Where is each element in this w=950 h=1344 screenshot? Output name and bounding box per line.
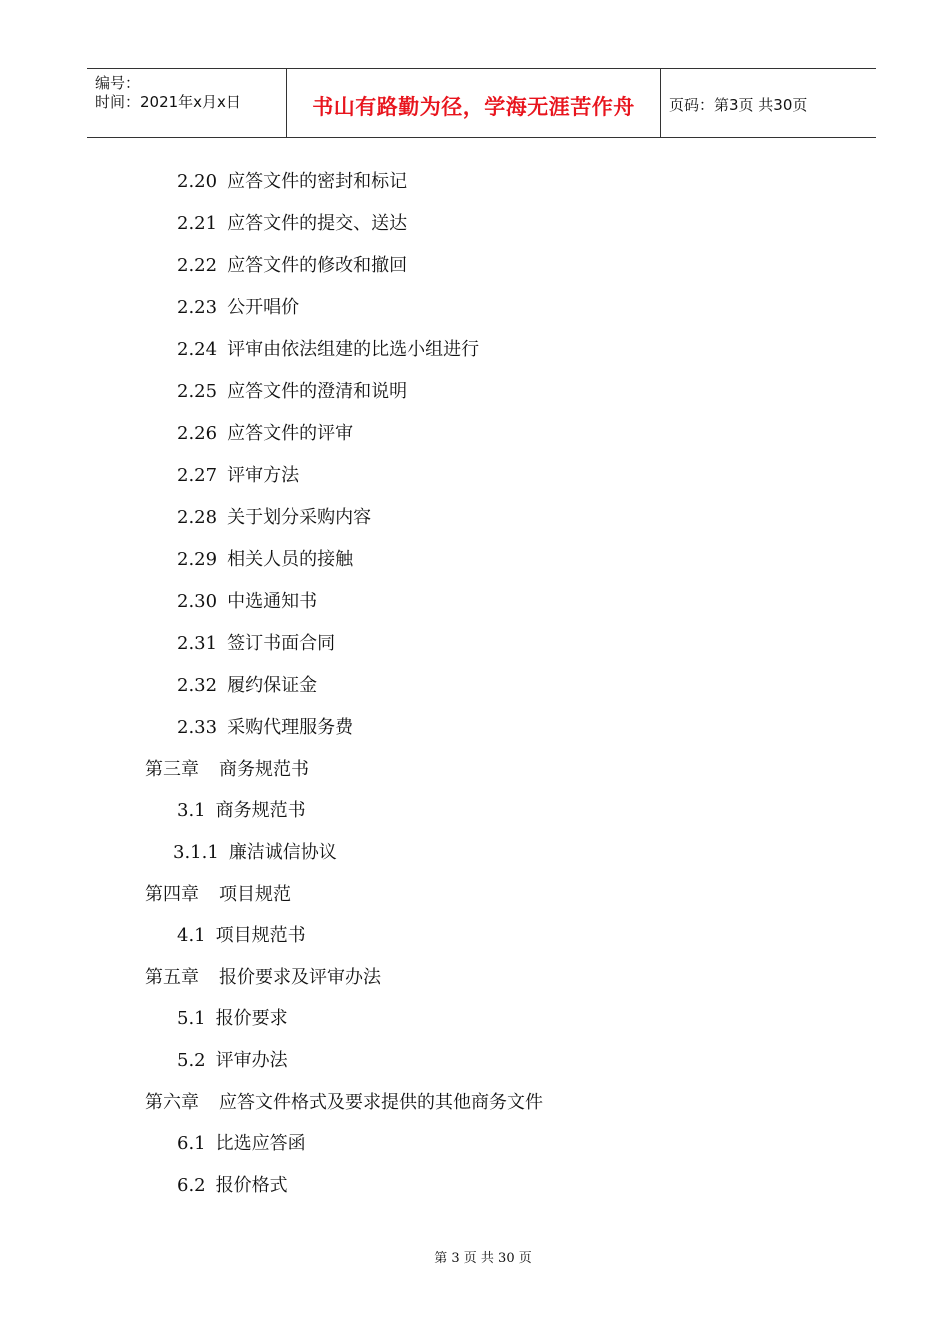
toc-title: 应答文件的评审 [227, 423, 354, 444]
toc-chapter [145, 880, 291, 906]
toc-entry [177, 167, 407, 193]
toc-entry [177, 251, 407, 277]
toc-chapter-title: 项目规范 [219, 884, 291, 905]
toc-entry [177, 713, 353, 739]
toc-title: 相关人员的接触 [227, 549, 354, 570]
toc-number: 2.27 [177, 465, 218, 486]
toc-entry [177, 921, 306, 947]
toc-number: 2.26 [177, 423, 218, 444]
toc-title: 报价格式 [215, 1175, 288, 1196]
page-footer: 第 3 页 共 30 页 [434, 1251, 532, 1266]
toc-chapter-number: 第三章 [145, 759, 199, 780]
toc-title: 评审由依法组建的比选小组进行 [227, 339, 480, 360]
toc-title: 关于划分采购内容 [227, 507, 372, 528]
toc-entry [177, 629, 335, 655]
toc-title: 中选通知书 [227, 591, 318, 612]
toc-chapter-number: 第六章 [145, 1092, 199, 1113]
toc-title: 采购代理服务费 [227, 717, 354, 738]
toc-chapter [145, 755, 309, 781]
toc-entry [177, 377, 407, 403]
toc-entry [177, 1171, 288, 1197]
toc-chapter-title: 商务规范书 [219, 759, 309, 780]
toc-entry [177, 796, 306, 822]
toc-number: 2.23 [177, 297, 218, 318]
toc-title: 报价要求 [215, 1008, 288, 1029]
toc-title: 公开唱价 [227, 297, 300, 318]
toc-entry [173, 838, 337, 864]
toc-entry [177, 587, 317, 613]
toc-entry [177, 671, 317, 697]
toc-title: 应答文件的密封和标记 [227, 171, 408, 192]
time-label: 时间：2021年x月x日 [95, 93, 241, 111]
header-page-info: 页码：第3页 共30页 [669, 96, 808, 114]
toc-number: 2.22 [177, 255, 218, 276]
toc-title: 签订书面合同 [227, 633, 336, 654]
toc-number: 2.32 [177, 675, 218, 696]
toc-entry [177, 1129, 306, 1155]
toc-number: 6.1 [177, 1133, 206, 1154]
toc-entry [177, 293, 299, 319]
toc-entry [177, 545, 353, 571]
toc-title: 应答文件的提交、送达 [227, 213, 408, 234]
toc-title: 履约保证金 [227, 675, 318, 696]
toc-number: 2.24 [177, 339, 218, 360]
toc-title: 商务规范书 [215, 800, 306, 821]
toc-chapter-number: 第五章 [145, 967, 199, 988]
toc-chapter [145, 963, 381, 989]
header-page-cell [661, 69, 876, 137]
toc-number: 2.20 [177, 171, 218, 192]
toc-entry [177, 1004, 288, 1030]
toc-chapter [145, 1088, 543, 1114]
toc-entry [177, 503, 371, 529]
toc-chapter-number: 第四章 [145, 884, 199, 905]
toc-title: 应答文件的澄清和说明 [227, 381, 408, 402]
toc-number: 2.21 [177, 213, 218, 234]
toc-title: 应答文件的修改和撤回 [227, 255, 408, 276]
toc-number: 5.2 [177, 1050, 206, 1071]
toc-title: 比选应答函 [215, 1133, 306, 1154]
toc-title: 项目规范书 [215, 925, 306, 946]
toc-number: 4.1 [177, 925, 206, 946]
toc-number: 2.29 [177, 549, 218, 570]
toc-number: 2.33 [177, 717, 218, 738]
number-label: 编号： [95, 74, 141, 92]
toc-title: 廉洁诚信协议 [228, 842, 337, 863]
toc-number: 2.30 [177, 591, 218, 612]
toc-title: 评审办法 [215, 1050, 288, 1071]
toc-entry [177, 335, 479, 361]
toc-number: 2.31 [177, 633, 218, 654]
toc-entry [177, 419, 353, 445]
motto-text: 书山有路勤为径，学海无涯苦作舟 [312, 95, 635, 119]
toc-number: 3.1 [177, 800, 206, 821]
page-header [87, 68, 876, 138]
toc-title: 评审方法 [227, 465, 300, 486]
toc-number: 2.28 [177, 507, 218, 528]
toc-number: 5.1 [177, 1008, 206, 1029]
toc-entry [177, 461, 299, 487]
toc-entry [177, 209, 407, 235]
toc-chapter-title: 报价要求及评审办法 [219, 967, 381, 988]
toc-number: 2.25 [177, 381, 218, 402]
header-meta [87, 69, 287, 137]
toc-chapter-title: 应答文件格式及要求提供的其他商务文件 [219, 1092, 543, 1113]
toc-number: 6.2 [177, 1175, 206, 1196]
header-motto-cell [287, 69, 661, 137]
toc-entry [177, 1046, 288, 1072]
toc-number: 3.1.1 [173, 842, 219, 863]
